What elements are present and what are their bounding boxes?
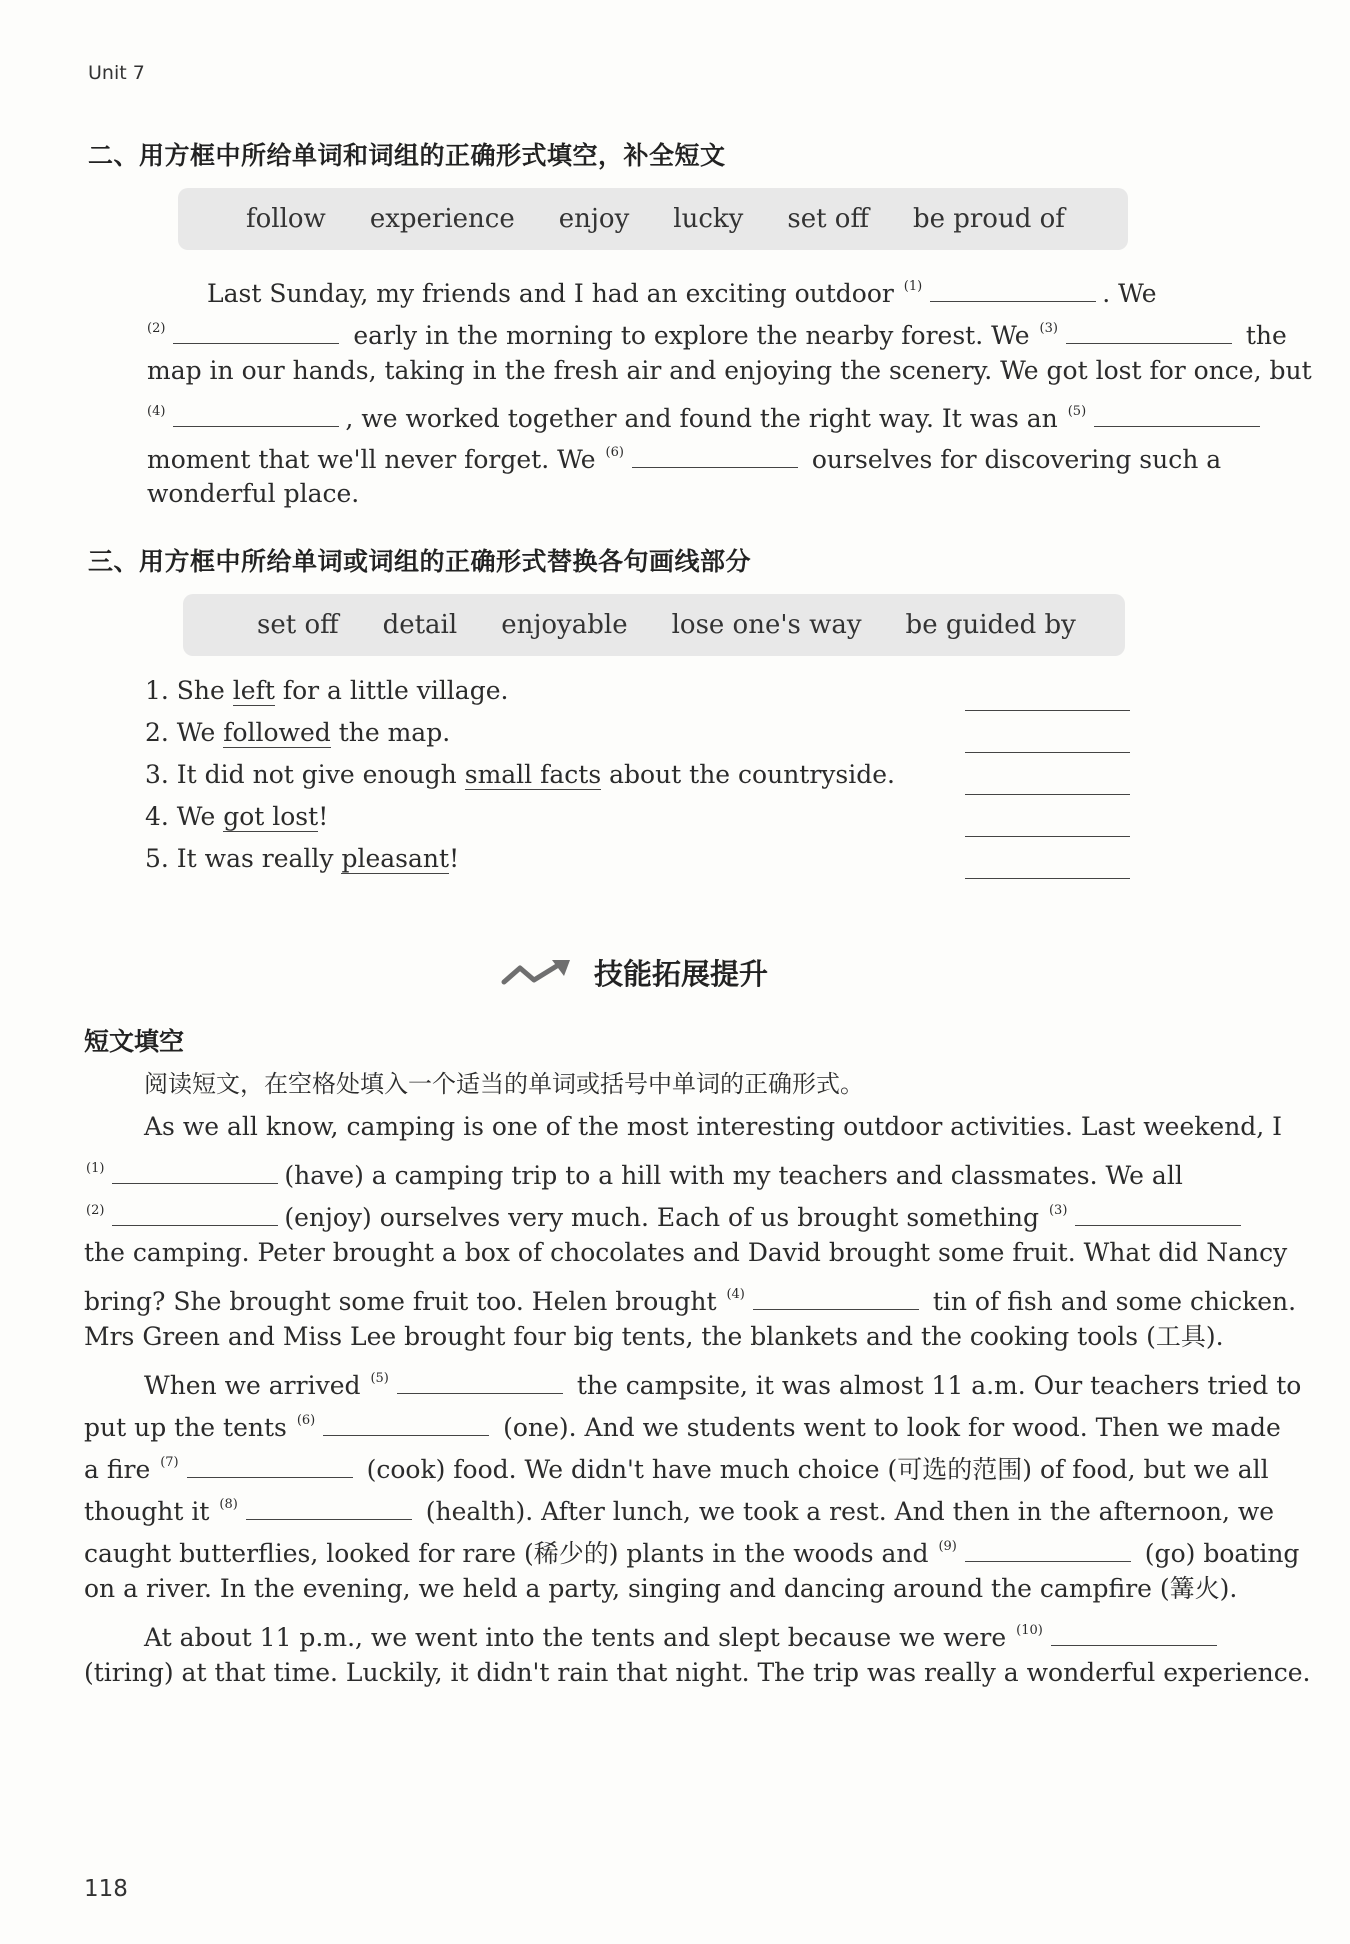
blank-number: (4) xyxy=(726,1287,745,1302)
blank-number: (8) xyxy=(219,1497,238,1512)
exercise-item: 2. We followed the map. xyxy=(145,718,451,747)
blank-number: (10) xyxy=(1016,1623,1043,1638)
passage-line: thought it $^{(8)}$ (health). After lunch, we took a rest. And then in the afternoon, we xyxy=(84,1484,1234,1532)
word-box-item: lucky xyxy=(673,204,744,234)
section2-word-box xyxy=(178,188,1128,250)
fill-blank[interactable] xyxy=(930,275,1096,302)
passage-line: bring? She brought some fruit too. Helen brought $^{(4)}$ tin of fish and some chicken. xyxy=(84,1274,1234,1322)
blank-number: (2) xyxy=(86,1203,105,1218)
passage-line: put up the tents $^{(6)}$ (one). And we students went to look for wood. Then we made xyxy=(84,1400,1234,1448)
fill-blank[interactable] xyxy=(397,1367,563,1394)
fill-blank[interactable] xyxy=(965,1535,1131,1562)
blank-number: (4) xyxy=(147,404,166,419)
word-box-item: experience xyxy=(369,204,515,234)
exercise-item: 4. We got lost! xyxy=(145,802,329,831)
underlined-phrase: small facts xyxy=(464,760,602,789)
word-box-item: detail xyxy=(382,610,458,640)
section3-word-box xyxy=(183,594,1125,656)
word-box-item: follow xyxy=(246,204,326,234)
fill-blank[interactable] xyxy=(1075,1199,1241,1226)
passage-line: caught butterflies, looked for rare (稀少的) plants in the woods and $^{(9)}$ (go) boating xyxy=(84,1526,1234,1574)
passage-line: (tiring) at that time. Luckily, it didn't rain that night. The trip was really a wonderful experience. xyxy=(84,1658,1311,1687)
passage-line: As we all know, camping is one of the most interesting outdoor activities. Last weekend, I xyxy=(144,1112,1283,1141)
word-box-item: enjoy xyxy=(558,204,630,234)
blank-number: (2) xyxy=(147,321,166,336)
passage-line: the camping. Peter brought a box of chocolates and David brought some fruit. What did Nancy xyxy=(84,1238,1288,1267)
passage-line: Last Sunday, my friends and I had an exciting outdoor $^{(1)}$ . We xyxy=(207,266,1350,314)
answer-blank[interactable] xyxy=(965,878,1130,879)
passage-line: a fire $^{(7)}$ (cook) food. We didn't have much choice (可选的范围) of food, but we all xyxy=(84,1442,1234,1490)
blank-number: (7) xyxy=(160,1455,179,1470)
passage-line: When we arrived $^{(5)}$ the campsite, it was almost 11 a.m. Our teachers tried to xyxy=(144,1358,1294,1406)
exercise-item: 5. It was really pleasant! xyxy=(145,844,460,873)
section2-title: 二、用方框中所给单词和词组的正确形式填空，补全短文 xyxy=(88,141,726,170)
passage-line: $^{(4)}$ , we worked together and found the right way. It was an $^{(5)}$ xyxy=(145,391,1295,439)
blank-number: (6) xyxy=(296,1413,316,1428)
sub-heading: 短文填空 xyxy=(84,1027,185,1056)
passage-line: $^{(2)}$ early in the morning to explore the nearby forest. We $^{(3)}$ the xyxy=(145,308,1295,356)
underlined-phrase: pleasant xyxy=(341,844,450,873)
passage-line: on a river. In the evening, we held a party, singing and dancing around the campfire (篝火). xyxy=(84,1574,1238,1603)
fill-blank[interactable] xyxy=(173,317,339,344)
underlined-phrase: got lost xyxy=(223,802,319,831)
fill-blank[interactable] xyxy=(1066,317,1232,344)
fill-blank[interactable] xyxy=(632,441,798,468)
blank-number: (5) xyxy=(1067,404,1087,419)
blank-number: (1) xyxy=(86,1161,105,1176)
blank-number: (6) xyxy=(605,445,624,460)
page-number: 118 xyxy=(84,1876,128,1902)
section3-title: 三、用方框中所给单词或词组的正确形式替换各句画线部分 xyxy=(88,547,752,576)
skills-section-title: 技能拓展提升 xyxy=(500,952,768,993)
blank-number: (9) xyxy=(938,1539,957,1554)
word-box-item: be guided by xyxy=(905,610,1076,640)
underlined-phrase: followed xyxy=(223,718,331,747)
exercise-item: 3. It did not give enough small facts about the countryside. xyxy=(145,760,895,789)
blank-number: (3) xyxy=(1048,1203,1068,1218)
passage-line: moment that we'll never forget. We $^{(6)}$ ourselves for discovering such a xyxy=(147,432,1297,480)
unit-label: Unit 7 xyxy=(88,62,145,84)
instruction: 阅读短文，在空格处填入一个适当的单词或括号中单词的正确形式。 xyxy=(144,1070,864,1098)
passage-line: wonderful place. xyxy=(147,479,360,508)
blank-number: (1) xyxy=(903,279,923,294)
trend-up-arrow-icon xyxy=(500,958,572,988)
fill-blank[interactable] xyxy=(753,1283,919,1310)
underlined-phrase: left xyxy=(232,676,275,705)
word-box-item: enjoyable xyxy=(501,610,628,640)
word-box-item: set off xyxy=(257,610,339,640)
word-box-item: set off xyxy=(787,204,869,234)
answer-blank[interactable] xyxy=(965,794,1130,795)
exercise-item: 1. She left for a little village. xyxy=(145,676,509,705)
answer-blank[interactable] xyxy=(965,836,1130,837)
blank-number: (3) xyxy=(1039,321,1058,336)
passage-line: $^{(1)}$ (have) a camping trip to a hill with my teachers and classmates. We all xyxy=(84,1148,1234,1196)
fill-blank[interactable] xyxy=(187,1451,353,1478)
fill-blank[interactable] xyxy=(1094,400,1260,427)
passage-line: map in our hands, taking in the fresh air and enjoying the scenery. We got lost for once, but xyxy=(147,356,1312,385)
fill-blank[interactable] xyxy=(323,1409,489,1436)
fill-blank[interactable] xyxy=(246,1493,412,1520)
answer-blank[interactable] xyxy=(965,752,1130,753)
passage-line: Mrs Green and Miss Lee brought four big tents, the blankets and the cooking tools (工具). xyxy=(84,1322,1224,1351)
word-box-item: be proud of xyxy=(912,204,1065,234)
passage-line: $^{(2)}$ (enjoy) ourselves very much. Each of us brought something $^{(3)}$ xyxy=(84,1190,1234,1238)
blank-number: (5) xyxy=(370,1371,389,1386)
fill-blank[interactable] xyxy=(1051,1619,1217,1646)
fill-blank[interactable] xyxy=(112,1199,278,1226)
fill-blank[interactable] xyxy=(173,400,339,427)
passage-line: At about 11 p.m., we went into the tents and slept because we were $^{(10)}$ xyxy=(144,1610,1294,1658)
word-box-item: lose one's way xyxy=(671,610,862,640)
answer-blank[interactable] xyxy=(965,710,1130,711)
fill-blank[interactable] xyxy=(112,1157,278,1184)
